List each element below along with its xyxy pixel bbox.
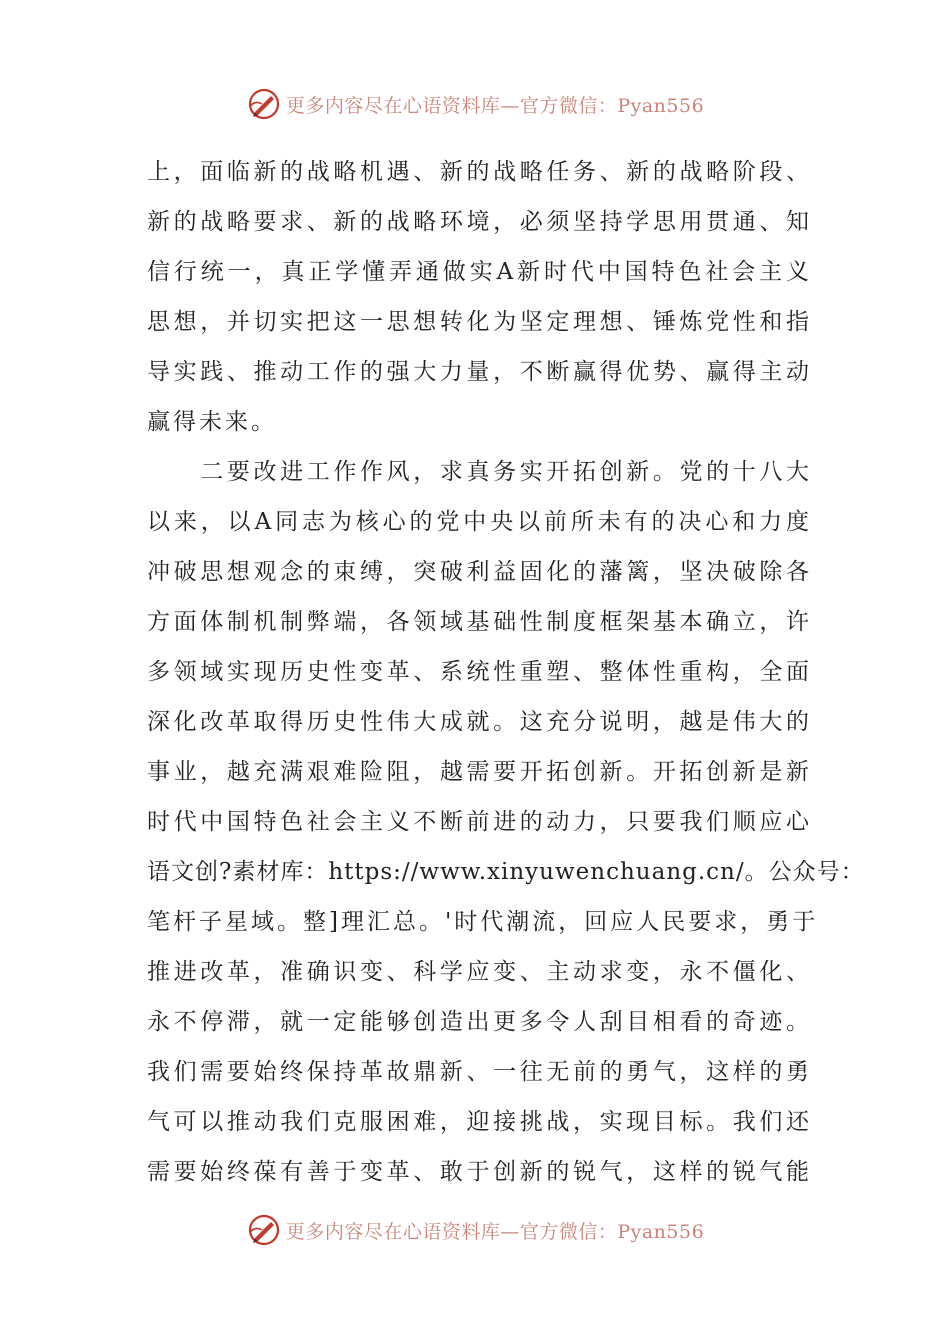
- footer-banner: [0, 1210, 950, 1250]
- text-line-13: 事业，越充满艰难险阻，越需要开拓创新。开拓创新是新: [147, 759, 812, 785]
- text-line-6: 赢得未来。: [147, 409, 277, 435]
- header-banner-text: 更多内容尽在心语资料库—官方微信：Pyan556: [285, 94, 705, 117]
- header-banner: [0, 84, 950, 124]
- text-line-15: 语文创?素材库：https://www.xinyuwenchuang.cn/。公众号：: [147, 859, 865, 885]
- text-line-4: 思想，并切实把这一思想转化为坚定理想、锤炼党性和指: [147, 309, 812, 335]
- text-line-12: 深化改革取得历史性伟大成就。这充分说明，越是伟大的: [147, 709, 812, 735]
- text-line-1: 上，面临新的战略机遇、新的战略任务、新的战略阶段、: [147, 159, 812, 185]
- text-line-2: 新的战略要求、新的战略环境，必须坚持学思用贯通、知: [147, 209, 812, 235]
- text-line-10: 方面体制机制弊端，各领域基础性制度框架基本确立，许: [147, 609, 812, 635]
- pen-logo-icon: [246, 1212, 282, 1248]
- text-line-17: 推进改革，准确识变、科学应变、主动求变，永不僵化、: [147, 959, 812, 985]
- text-line-5: 导实践、推动工作的强大力量，不断赢得优势、赢得主动: [147, 359, 812, 385]
- text-line-14: 时代中国特色社会主义不断前进的动力，只要我们顺应心: [147, 809, 812, 835]
- pen-logo-icon: [246, 86, 282, 122]
- text-line-7: 二要改进工作作风，求真务实开拓创新。党的十八大: [147, 459, 812, 485]
- text-line-18: 永不停滞，就一定能够创造出更多令人刮目相看的奇迹。: [147, 1009, 812, 1035]
- text-line-21: 需要始终葆有善于变革、敢于创新的锐气，这样的锐气能: [147, 1159, 812, 1185]
- text-line-11: 多领域实现历史性变革、系统性重塑、整体性重构，全面: [147, 659, 812, 685]
- text-line-16: 笔杆子星域。整]理汇总。'时代潮流，回应人民要求，勇于: [147, 909, 819, 935]
- document-body: [147, 147, 865, 1197]
- footer-banner-text: 更多内容尽在心语资料库—官方微信：Pyan556: [285, 1220, 705, 1243]
- text-line-9: 冲破思想观念的束缚，突破利益固化的藩篱，坚决破除各: [147, 559, 812, 585]
- text-line-3: 信行统一，真正学懂弄通做实A新时代中国特色社会主义: [147, 259, 812, 285]
- text-line-19: 我们需要始终保持革故鼎新、一往无前的勇气，这样的勇: [147, 1059, 812, 1085]
- text-line-8: 以来，以A同志为核心的党中央以前所未有的决心和力度: [147, 509, 812, 535]
- text-line-20: 气可以推动我们克服困难，迎接挑战，实现目标。我们还: [147, 1109, 812, 1135]
